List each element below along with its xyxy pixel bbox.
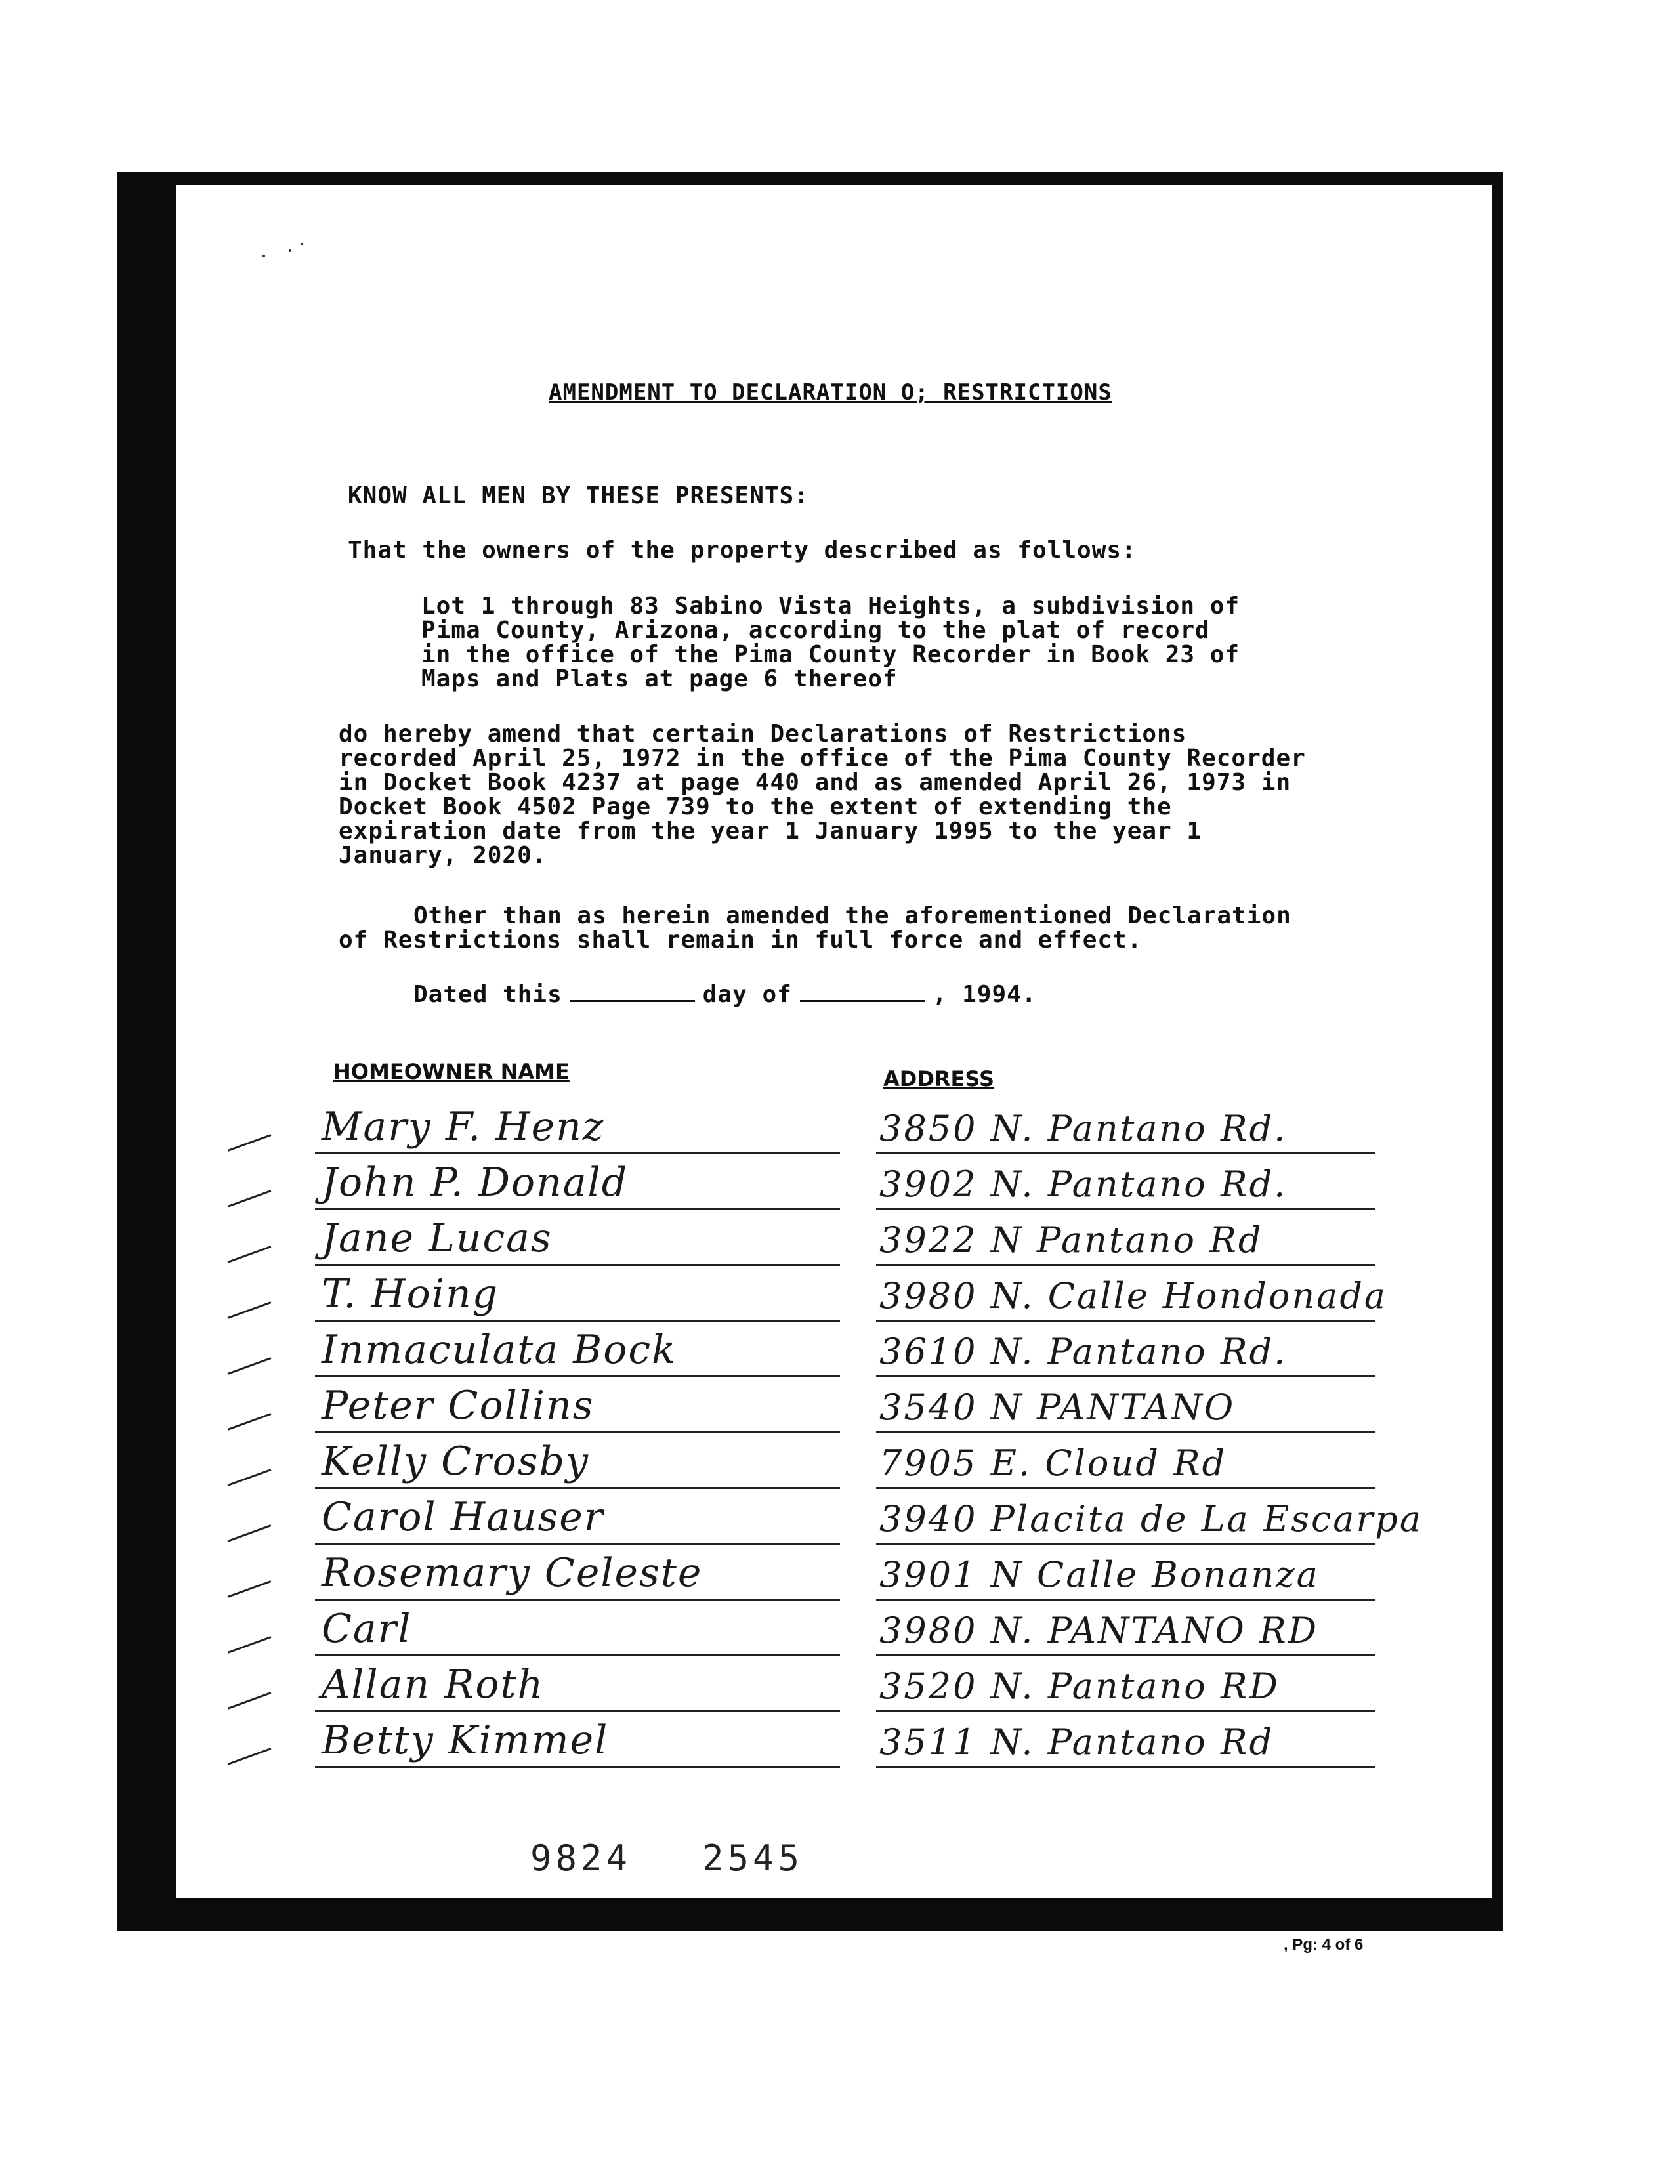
signature-line	[315, 1654, 840, 1656]
month-blank	[800, 1000, 925, 1002]
homeowner-address: 3511 N. Pantano Rd	[879, 1721, 1274, 1763]
page-indicator: , Pg: 4 of 6	[1284, 1936, 1364, 1954]
address-line	[876, 1543, 1375, 1545]
amendment-line: do hereby amend that certain Declarations of Restrictions	[339, 721, 1187, 747]
homeowner-address: 3850 N. Pantano Rd.	[879, 1108, 1288, 1149]
homeowner-address: 3610 N. Pantano Rd.	[879, 1331, 1288, 1372]
margin-tick-mark	[228, 1246, 272, 1263]
day-blank	[570, 1000, 695, 1002]
homeowner-signature: Inmaculata Bock	[322, 1327, 677, 1373]
record-page-number: 2545	[702, 1838, 804, 1879]
margin-tick-mark	[228, 1357, 272, 1375]
margin-tick-mark	[228, 1748, 272, 1765]
dated-suffix: , 1994.	[932, 981, 1037, 1008]
margin-tick-mark	[228, 1190, 272, 1208]
signature-line	[315, 1766, 840, 1768]
signature-line	[315, 1543, 840, 1545]
homeowner-signature: Peter Collins	[322, 1383, 595, 1429]
homeowner-address: 3901 N Calle Bonanza	[879, 1554, 1320, 1595]
address-line	[876, 1152, 1375, 1154]
signature-line	[315, 1376, 840, 1377]
address-line	[876, 1264, 1375, 1266]
scan-speck	[289, 249, 291, 252]
scan-speck	[262, 255, 265, 257]
homeowner-signature: Betty Kimmel	[322, 1717, 609, 1763]
dated-prefix: Dated this	[413, 981, 562, 1008]
homeowner-signature: John P. Donald	[322, 1160, 629, 1206]
signature-line	[315, 1264, 840, 1266]
margin-tick-mark	[228, 1636, 272, 1654]
margin-tick-mark	[228, 1469, 272, 1486]
amendment-line: Docket Book 4502 Page 739 to the extent of extending the	[339, 793, 1172, 820]
address-line	[876, 1487, 1375, 1489]
preamble: KNOW ALL MEN BY THESE PRESENTS:	[348, 482, 809, 509]
address-line	[876, 1320, 1375, 1322]
legal-description-line: in the office of the Pima County Recorder in Book 23 of	[421, 641, 1240, 668]
homeowner-signature: Kelly Crosby	[322, 1438, 589, 1484]
margin-tick-mark	[228, 1524, 272, 1542]
homeowner-signature: Allan Roth	[322, 1662, 545, 1708]
margin-tick-mark	[228, 1413, 272, 1431]
homeowner-address: 3540 N PANTANO	[879, 1387, 1236, 1428]
address-line	[876, 1766, 1375, 1768]
document-title: AMENDMENT TO DECLARATION O; RESTRICTIONS	[549, 379, 1112, 406]
homeowner-address: 7905 E. Cloud Rd	[879, 1442, 1227, 1484]
signature-line	[315, 1431, 840, 1433]
signature-line	[315, 1599, 840, 1601]
homeowner-name-header: HOMEOWNER NAME	[333, 1059, 570, 1084]
effect-line: Other than as herein amended the aforementioned Declaration	[413, 902, 1292, 929]
dated-middle: day of	[702, 981, 792, 1008]
scan-speck	[301, 243, 303, 245]
address-line	[876, 1376, 1375, 1377]
signature-line	[315, 1208, 840, 1210]
homeowner-signature: Carl	[322, 1606, 412, 1652]
legal-description-line: Lot 1 through 83 Sabino Vista Heights, a subdivision of	[421, 593, 1240, 620]
homeowner-signature: T. Hoing	[322, 1271, 499, 1317]
intro-line: That the owners of the property described as follows:	[348, 537, 1137, 564]
address-line	[876, 1599, 1375, 1601]
margin-tick-mark	[228, 1301, 272, 1319]
homeowner-address: 3902 N. Pantano Rd.	[879, 1164, 1288, 1205]
homeowner-address: 3940 Placita de La Escarpa	[879, 1498, 1423, 1540]
margin-tick-mark	[228, 1134, 272, 1152]
legal-description-line: Pima County, Arizona, according to the plat of record	[421, 617, 1210, 644]
effect-line: of Restrictions shall remain in full force and effect.	[339, 927, 1143, 954]
address-line	[876, 1431, 1375, 1433]
amendment-line: January, 2020.	[339, 842, 547, 869]
homeowner-signature: Mary F. Henz	[322, 1104, 605, 1150]
margin-tick-mark	[228, 1692, 272, 1710]
address-line	[876, 1710, 1375, 1712]
signature-line	[315, 1152, 840, 1154]
signature-line	[315, 1710, 840, 1712]
homeowner-address: 3980 N. Calle Hondonada	[879, 1275, 1388, 1316]
amendment-line: expiration date from the year 1 January 1995 to the year 1	[339, 818, 1202, 845]
homeowner-address: 3520 N. Pantano RD	[879, 1666, 1280, 1707]
homeowner-address: 3922 N Pantano Rd	[879, 1219, 1263, 1261]
docket-number: 9824	[530, 1838, 632, 1879]
dated-line	[413, 981, 1037, 1008]
signature-line	[315, 1320, 840, 1322]
margin-tick-mark	[228, 1580, 272, 1598]
address-header: ADDRESS	[883, 1066, 995, 1091]
signature-line	[315, 1487, 840, 1489]
homeowner-signature: Jane Lucas	[322, 1215, 553, 1261]
homeowner-signature: Carol Hauser	[322, 1494, 604, 1540]
address-line	[876, 1654, 1375, 1656]
amendment-line: in Docket Book 4237 at page 440 and as amended April 26, 1973 in	[339, 769, 1292, 796]
address-line	[876, 1208, 1375, 1210]
legal-description-line: Maps and Plats at page 6 thereof	[421, 665, 898, 692]
homeowner-signature: Rosemary Celeste	[322, 1550, 703, 1596]
amendment-line: recorded April 25, 1972 in the office of the Pima County Recorder	[339, 745, 1306, 772]
homeowner-address: 3980 N. PANTANO RD	[879, 1610, 1319, 1651]
